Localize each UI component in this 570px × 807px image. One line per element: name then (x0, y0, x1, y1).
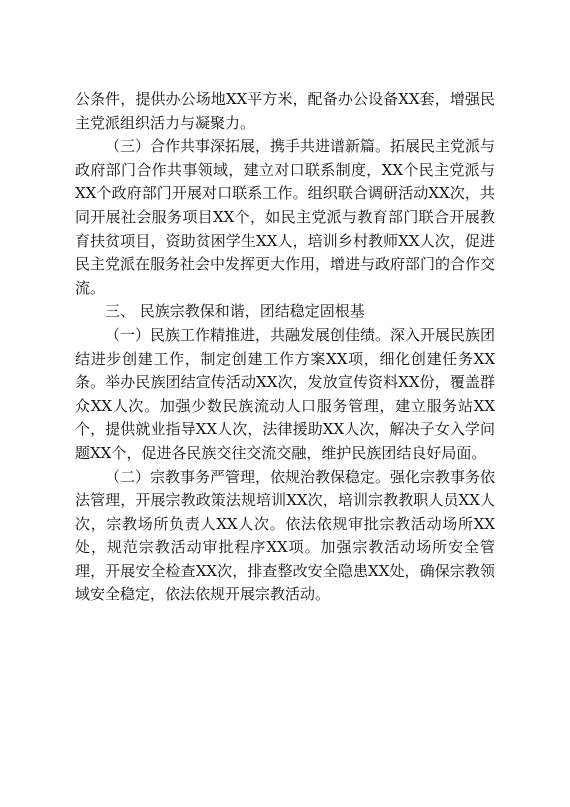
document-body (75, 88, 495, 607)
paragraph-cooperation: （三）合作共事深拓展，携手共进谱新篇。拓展民主党派与政府部门合作共事领域，建立对口联系制度，XX个民主党派与XX个政府部门开展对口联系工作。组织联合调研活动XX次，共同开展社会服务项目XX个，如民主党派与教育部门联合开展教育扶贫项目，资助贫困学生XX人，培训乡村教师XX人次，促进民主党派在服务社会中发挥更大作用，增进与政府部门的合作交流。 (75, 137, 496, 297)
paragraph-continuation: 公条件，提供办公场地XX平方米，配备办公设备XX套，增强民主党派组织活力与凝聚力。 (75, 90, 495, 132)
paragraph-religious-affairs: （二）宗教事务严管理，依规治教保稳定。强化宗教事务依法管理，开展宗教政策法规培训XX次，培训宗教教职人员XX人次，宗教场所负责人XX人次。依法依规审批宗教活动场所XX处，规范宗教活动审批程序XX项。加强宗教活动场所安全管理，开展安全检查XX次，排查整改安全隐患XX处，确保宗教领域安全稳定，依法依规开展宗教活动。 (75, 467, 496, 604)
paragraph-ethnic-work: （一）民族工作精推进，共融发展创佳绩。深入开展民族团结进步创建工作，制定创建工作方案XX项，细化创建任务XX条。举办民族团结宣传活动XX次，发放宣传资料XX份，覆盖群众XX人次。加强少数民族流动人口服务管理，建立服务站XX个，提供就业指导XX人次，法律援助XX人次，解决子女入学问题XX个，促进各民族交往交流交融，维护民族团结良好局面。 (75, 325, 496, 462)
section-heading-ethnic-religious: 三、 民族宗教保和谐，团结稳定固根基 (105, 302, 365, 321)
